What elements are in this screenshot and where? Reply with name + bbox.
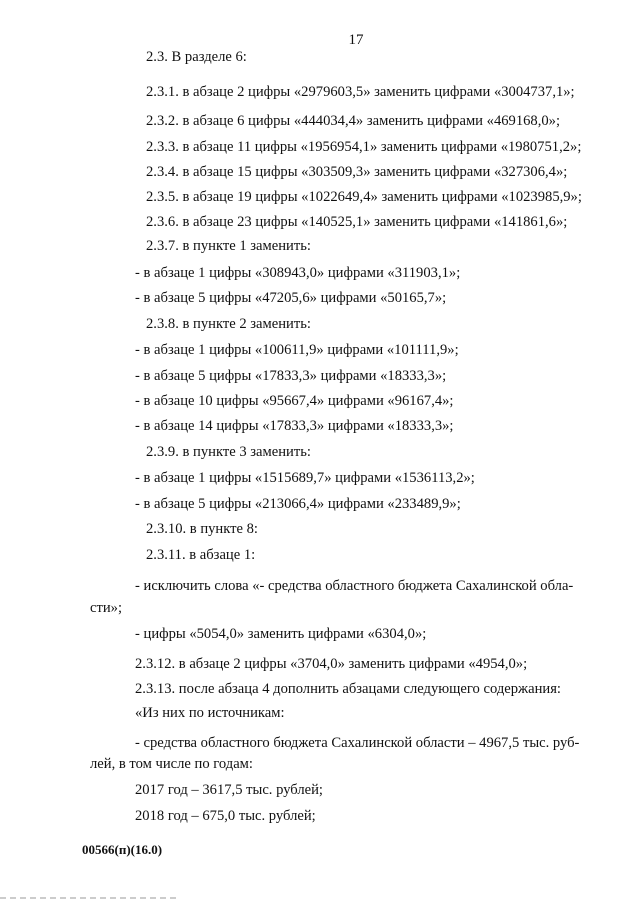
text-line: 2.3.13. после абзаца 4 дополнить абзацами следующего содержания: (135, 681, 561, 697)
text-line: «Из них по источникам: (135, 705, 285, 721)
text-line: - в абзаце 5 цифры «213066,4» цифрами «233489,9»; (135, 496, 461, 512)
text-line: - в абзаце 14 цифры «17833,3» цифрами «18333,3»; (135, 418, 454, 434)
text-line: - в абзаце 10 цифры «95667,4» цифрами «96167,4»; (135, 393, 454, 409)
text-line: 2.3.11. в абзаце 1: (146, 547, 256, 563)
text-line: - исключить слова «- средства областного бюджета Сахалинской обла- (135, 578, 574, 594)
document-code: 00566(п)(16.0) (82, 842, 163, 857)
text-line: 2.3.5. в абзаце 19 цифры «1022649,4» заменить цифрами «1023985,9»; (146, 189, 582, 205)
text-line: 2.3.1. в абзаце 2 цифры «2979603,5» заменить цифрами «3004737,1»; (146, 84, 575, 100)
scan-artifact (0, 897, 180, 899)
text-line: 2.3.7. в пункте 1 заменить: (146, 238, 311, 254)
text-line: 2.3.12. в абзаце 2 цифры «3704,0» заменить цифрами «4954,0»; (135, 656, 528, 672)
text-line: лей, в том числе по годам: (90, 756, 253, 772)
text-line: сти»; (90, 600, 123, 616)
text-line: - в абзаце 5 цифры «47205,6» цифрами «50165,7»; (135, 290, 447, 306)
text-line: - в абзаце 1 цифры «100611,9» цифрами «101111,9»; (135, 342, 459, 358)
text-line: 2018 год – 675,0 тыс. рублей; (135, 808, 316, 824)
page-number: 17 (348, 32, 364, 48)
text-line: 2.3.4. в абзаце 15 цифры «303509,3» заменить цифрами «327306,4»; (146, 164, 568, 180)
text-line: 2017 год – 3617,5 тыс. рублей; (135, 782, 323, 798)
text-line: 2.3.6. в абзаце 23 цифры «140525,1» заменить цифрами «141861,6»; (146, 214, 568, 230)
text-line: - цифры «5054,0» заменить цифрами «6304,0»; (135, 626, 427, 642)
text-line: 2.3. В разделе 6: (146, 49, 247, 65)
text-line: 2.3.8. в пункте 2 заменить: (146, 316, 311, 332)
text-line: - в абзаце 5 цифры «17833,3» цифрами «18333,3»; (135, 368, 447, 384)
text-line: 2.3.9. в пункте 3 заменить: (146, 444, 311, 460)
text-line: 2.3.10. в пункте 8: (146, 521, 258, 537)
text-line: - средства областного бюджета Сахалинской области – 4967,5 тыс. руб- (135, 735, 580, 751)
text-line: 2.3.2. в абзаце 6 цифры «444034,4» заменить цифрами «469168,0»; (146, 113, 561, 129)
text-line: 2.3.3. в абзаце 11 цифры «1956954,1» заменить цифрами «1980751,2»; (146, 139, 582, 155)
text-line: - в абзаце 1 цифры «308943,0» цифрами «311903,1»; (135, 265, 461, 281)
text-line: - в абзаце 1 цифры «1515689,7» цифрами «1536113,2»; (135, 470, 475, 486)
